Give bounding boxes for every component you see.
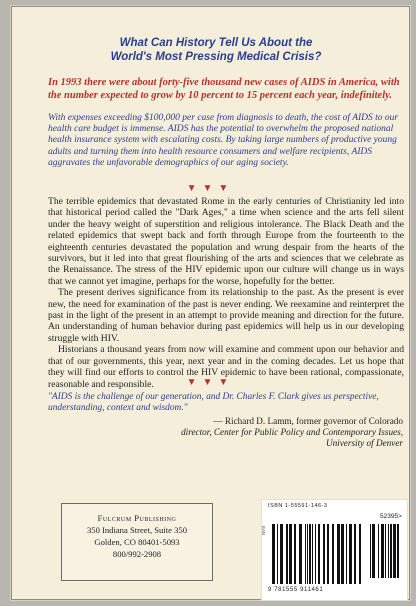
barcode-bar: [385, 524, 386, 578]
barcode-bar: [397, 524, 399, 578]
attribution-name: — Richard D. Lamm, former governor of Colorado: [213, 416, 403, 426]
body-paragraph-3: Historians a thousand years from now will examine and comment upon our behavior and that of our governments, this year, next year and in the coming decades. Let us hope that they will find our efforts to control the HIV epidemic to have been rational, compassionate, reasonable and responsible.: [48, 344, 404, 390]
divider-top: ▼▼▼: [186, 183, 235, 194]
barcode-bar: [312, 524, 313, 584]
barcode-bar: [381, 524, 384, 578]
barcode-bar: [327, 524, 329, 584]
barcode-bar: [286, 524, 288, 584]
endorsement-quote: "AIDS is the challenge of our generation, and Dr. Charles F. Clark gives us perspective, understanding, context and wisdom.": [48, 392, 379, 414]
publisher-name: Fulcrum Publishing: [97, 513, 177, 523]
barcode-bar: [299, 524, 302, 584]
publisher-street: 350 Indiana Street, Suite 350: [86, 525, 187, 535]
publisher-city: Golden, CO 80401-5093: [94, 537, 180, 547]
book-back-cover: [10, 5, 411, 601]
endorsement-attribution: [171, 416, 403, 448]
body-paragraph-2: The present derives significance from its relationship to the past. As the present is ever new, the need for examination of the past is never ending. We reexamine and reinterpret the past in the light of the present in an attempt to provide meaning and direction for the future. An understanding of human behavior during past epidemics will help us in our developing struggle with HIV.: [48, 287, 404, 344]
barcode-bar: [309, 524, 311, 584]
barcode-number: 9 781555 911461: [268, 587, 324, 593]
barcode-graphic: [262, 500, 407, 600]
barcode-bar: [305, 524, 306, 584]
headline: [66, 36, 366, 64]
barcode-bar: [318, 524, 320, 584]
barcode-bar: [346, 524, 347, 584]
barcode-bar: [388, 524, 389, 578]
barcode-bar: [341, 524, 344, 584]
barcode-bar: [294, 524, 296, 584]
barcode-bar: [280, 524, 283, 584]
barcode-bar: [272, 524, 275, 584]
barcode-bar: [354, 524, 356, 584]
barcode-bar: [307, 524, 308, 584]
price-code: 52395>: [380, 513, 402, 520]
barcode-bar: [349, 524, 352, 584]
cost-paragraph: With expenses exceeding $100,000 per case from diagnosis to death, the cost of AIDS to our health care budget is immense. AIDS has the potential to overwhelm the proposed national health insurance system with escalating costs. By taking large numbers of productive young adults and turning them into health resource consumers and welfare recipients, AIDS aggravates the unfavorable demographics of our aging society.: [48, 113, 399, 168]
isbn-text: ISBN 1-55591-146-3: [268, 503, 328, 509]
barcode-bar: [370, 524, 371, 578]
barcode-bar: [332, 524, 334, 584]
headline-line-1: What Can History Tell Us About the: [119, 37, 313, 49]
barcode-bar: [359, 524, 361, 584]
barcode-bar: [372, 524, 375, 578]
publisher-box: [61, 503, 213, 581]
publisher-phone: 800/992-2908: [112, 549, 162, 559]
barcode-bar: [390, 524, 392, 578]
barcode-bar: [289, 524, 292, 584]
body-paragraph-1: The terrible epidemics that devastated Rome in the early centuries of Christianity led into that historical period called the "Dark Ages," a time when science and the arts fell silent under the heavy weight of superstition and religious intolerance. The Black Death and the related epidemics that swept back and forth through Europe from the fourteenth to the eighteenth centuries devastated the population and wrung despair from the hearts of the survivors, but it led into that great flourishing of the arts and sciences that we celebrate as the Renaissance. The stress of the HIV epidemic upon our culture will change us in ways that we cannot yet imagine, perhaps for the worse, hopefully for the better.: [48, 196, 404, 287]
attribution-role-2: University of Denver: [325, 437, 403, 448]
barcode-bars-main: [272, 524, 361, 584]
barcode-panel: [261, 499, 408, 601]
barcode-bar: [337, 524, 340, 584]
ean-label: EAN: [261, 526, 266, 536]
attribution-role-1: director, Center for Public Policy and Contemporary Issues,: [181, 426, 403, 437]
lead-paragraph: In 1993 there were about forty-five thousand new cases of AIDS in America, with the number expected to grow by 10 percent to 15 percent each year, indefinitely.: [48, 77, 400, 101]
barcode-bars-addon: [370, 524, 399, 578]
barcode-bar: [323, 524, 325, 584]
headline-line-2: World's Most Pressing Medical Crisis?: [110, 51, 322, 63]
barcode-bar: [393, 524, 396, 578]
barcode-bar: [378, 524, 379, 578]
barcode-bar: [277, 524, 278, 584]
barcode-bar: [315, 524, 316, 584]
body-text: [48, 196, 404, 390]
divider-bottom: ▼▼▼: [186, 377, 235, 388]
